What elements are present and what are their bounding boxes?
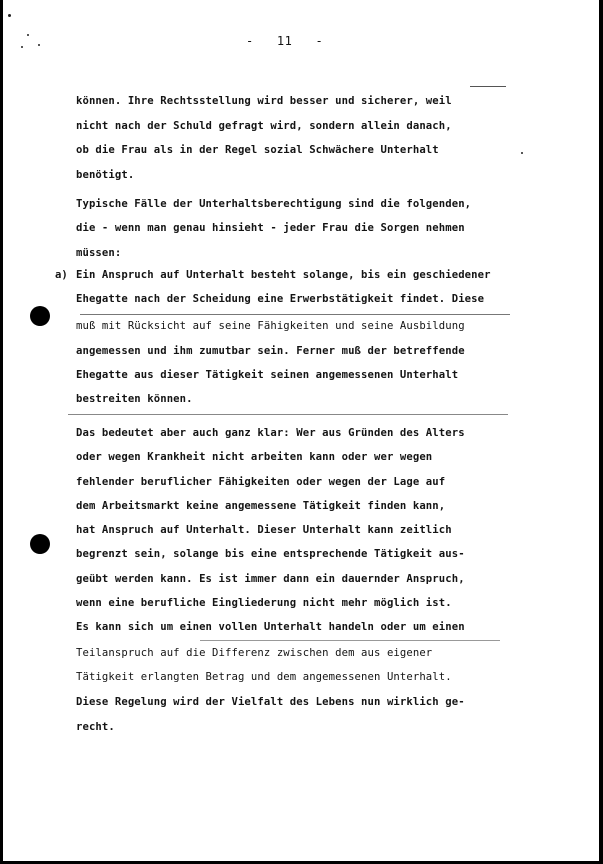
scan-speck [521,152,523,154]
text-line: muß mit Rücksicht auf seine Fähigkeiten und seine Ausbildung [76,320,465,332]
text-line: die - wenn man genau hinsieht - jeder Frau die Sorgen nehmen [76,222,465,234]
text-line: wenn eine berufliche Eingliederung nicht mehr möglich ist. [76,597,452,609]
text-line: bestreiten können. [76,393,193,405]
scan-line [68,414,508,415]
text-line: nicht nach der Schuld gefragt wird, sondern allein danach, [76,120,452,132]
text-line: dem Arbeitsmarkt keine angemessene Tätigkeit finden kann, [76,500,446,512]
scan-speck [8,14,11,17]
scan-speck [38,44,40,46]
scan-line [80,314,510,315]
text-line: oder wegen Krankheit nicht arbeiten kann oder wer wegen [76,451,433,463]
punch-hole-top [30,306,50,326]
scan-line [470,86,506,87]
scan-speck [21,46,23,48]
text-line: hat Anspruch auf Unterhalt. Dieser Unterhalt kann zeitlich [76,524,452,536]
list-marker-a: a) [55,269,68,281]
text-line: Ein Anspruch auf Unterhalt besteht solange, bis ein geschiedener [76,269,491,281]
text-line: geübt werden kann. Es ist immer dann ein dauernder Anspruch, [76,573,465,585]
text-line: Diese Regelung wird der Vielfalt des Lebens nun wirklich ge- [76,696,465,708]
text-line: müssen: [76,247,122,259]
text-line: Ehegatte aus dieser Tätigkeit seinen angemessenen Unterhalt [76,369,459,381]
text-line: Typische Fälle der Unterhaltsberechtigung sind die folgenden, [76,198,472,210]
scan-speck [27,34,29,36]
text-line: ob die Frau als in der Regel sozial Schwächere Unterhalt [76,144,439,156]
page-number: - 11 - [246,34,324,48]
scan-line [200,640,500,641]
text-line: fehlender beruflicher Fähigkeiten oder wegen der Lage auf [76,476,446,488]
punch-hole-bottom [30,534,50,554]
text-line: Es kann sich um einen vollen Unterhalt handeln oder um einen [76,621,465,633]
text-line: angemessen und ihm zumutbar sein. Ferner muß der betreffende [76,345,465,357]
text-line: Teilanspruch auf die Differenz zwischen dem aus eigener [76,647,433,659]
text-line: Das bedeutet aber auch ganz klar: Wer aus Gründen des Alters [76,427,465,439]
text-line: Tätigkeit erlangten Betrag und dem angemessenen Unterhalt. [76,671,452,683]
text-line: Ehegatte nach der Scheidung eine Erwerbstätigkeit findet. Diese [76,293,485,305]
text-line: recht. [76,721,115,733]
text-line: begrenzt sein, solange bis eine entsprechende Tätigkeit aus- [76,548,465,560]
text-line: benötigt. [76,169,135,181]
text-line: können. Ihre Rechtsstellung wird besser und sicherer, weil [76,95,452,107]
